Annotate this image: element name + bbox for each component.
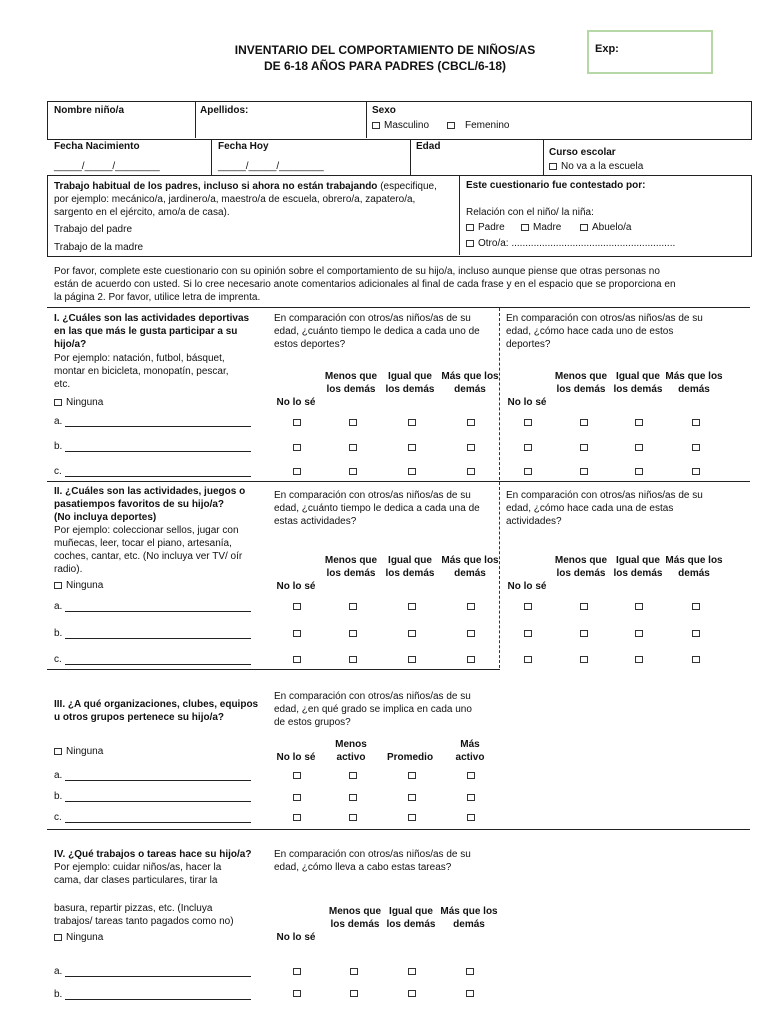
s2-example-l4: radio).: [54, 564, 83, 575]
s4-item-a: a.: [54, 966, 63, 977]
s1-item-b-line[interactable]: [65, 451, 251, 452]
masculino-option[interactable]: Masculino: [372, 119, 429, 132]
s4-item-b-line[interactable]: [65, 999, 251, 1000]
rating-checkbox[interactable]: [293, 968, 301, 975]
relacion-label: Relación con el niño/ la niña:: [466, 207, 594, 218]
rating-checkbox[interactable]: [293, 444, 301, 451]
rating-checkbox[interactable]: [467, 656, 475, 663]
s1-question-l2: en las que más le gusta participar a su: [54, 326, 238, 337]
s4-item-a-line[interactable]: [65, 976, 251, 977]
rating-checkbox[interactable]: [467, 630, 475, 637]
rating-checkbox[interactable]: [467, 772, 475, 779]
parents-intro-line3: sargento en el ejército, amo/a de casa).: [54, 207, 230, 218]
exp-label: Exp:: [595, 43, 619, 55]
s2-example-l2: muñecas, leer, tocar el piano, artesanía,: [54, 538, 232, 549]
fecha-hoy-field[interactable]: _____/_____/________: [218, 161, 324, 172]
s4-compare-l1: En comparación con otros/as niños/as de su: [274, 849, 471, 860]
rating-checkbox[interactable]: [692, 468, 700, 475]
curso-label: Curso escolar: [549, 147, 616, 158]
s1-question-l3: hijo/a?: [54, 339, 87, 350]
s3-compare-l2: edad, ¿en qué grado se implica en cada uno: [274, 704, 472, 715]
sexo-label: Sexo: [372, 105, 396, 116]
checkbox-icon: [54, 934, 62, 941]
s2-compare-b-l3: actividades?: [506, 516, 562, 527]
s1-example-l2: montar en bicicleta, monopatín, pescar,: [54, 366, 229, 377]
answered-by-label: Este cuestionario fue contestado por:: [466, 180, 646, 191]
rating-checkbox[interactable]: [349, 772, 357, 779]
rating-checkbox[interactable]: [467, 814, 475, 821]
checkbox-icon: [54, 399, 62, 406]
rating-checkbox[interactable]: [408, 968, 416, 975]
checkbox-icon: [54, 748, 62, 755]
nombre-label: Nombre niño/a: [54, 105, 125, 116]
rating-checkbox[interactable]: [293, 630, 301, 637]
rating-checkbox[interactable]: [524, 468, 532, 475]
form-title-line2: DE 6-18 AÑOS PARA PADRES (CBCL/6-18): [263, 59, 507, 73]
s1-item-a-line[interactable]: [65, 426, 251, 427]
s1-col-mas-a: Más que los demás: [441, 371, 499, 395]
fecha-nacimiento-field[interactable]: _____/_____/________: [54, 161, 160, 172]
s1-compare-b-l3: deportes?: [506, 339, 551, 350]
rating-checkbox[interactable]: [349, 794, 357, 801]
s1-col-nolose-a: No lo sé: [276, 397, 316, 408]
s1-compare-b-l1: En comparación con otros/as niños/as de su: [506, 313, 703, 324]
s2-question-l3: (No incluya deportes): [54, 512, 157, 523]
rating-checkbox[interactable]: [349, 419, 357, 426]
rating-checkbox[interactable]: [349, 603, 357, 610]
s1-col-nolose-b: No lo sé: [507, 397, 547, 408]
rating-checkbox[interactable]: [408, 656, 416, 663]
s2-col-menos-a: Menos que los demás: [324, 555, 378, 579]
rating-checkbox[interactable]: [349, 444, 357, 451]
instructions-line1: Por favor, complete este cuestionario con su opinión sobre el comportamiento de su hijo/a, incluso aunque piense que otras personas no: [54, 266, 660, 277]
s1-item-a: a.: [54, 416, 63, 427]
rating-checkbox[interactable]: [408, 419, 416, 426]
s2-col-mas-b: Más que los demás: [665, 555, 723, 579]
s3-item-c-line[interactable]: [65, 822, 251, 823]
s1-question: I. ¿Cuáles son las actividades deportivas: [54, 313, 250, 324]
rating-checkbox[interactable]: [293, 772, 301, 779]
fecha-nacimiento-label: Fecha Nacimiento: [54, 141, 140, 152]
rating-checkbox[interactable]: [692, 630, 700, 637]
s2-compare-a-l1: En comparación con otros/as niños/as de su: [274, 490, 471, 501]
padre-option[interactable]: Padre: [466, 221, 505, 234]
rating-checkbox[interactable]: [635, 630, 643, 637]
rating-checkbox[interactable]: [293, 990, 301, 997]
s1-example-l1: Por ejemplo: natación, futbol, básquet,: [54, 353, 225, 364]
s1-item-c: c.: [54, 466, 62, 477]
s2-item-a-line[interactable]: [65, 611, 251, 612]
rating-checkbox[interactable]: [635, 419, 643, 426]
s1-compare-a-l1: En comparación con otros/as niños/as de su: [274, 313, 471, 324]
rating-checkbox[interactable]: [408, 630, 416, 637]
checkbox-icon: [580, 224, 588, 231]
rating-checkbox[interactable]: [524, 630, 532, 637]
s1-example-l3: etc.: [54, 379, 71, 390]
rating-checkbox[interactable]: [408, 772, 416, 779]
rating-checkbox[interactable]: [467, 468, 475, 475]
s2-compare-a-l3: estas actividades?: [274, 516, 357, 527]
fecha-hoy-label: Fecha Hoy: [218, 141, 269, 152]
rating-checkbox[interactable]: [408, 444, 416, 451]
rating-checkbox[interactable]: [408, 603, 416, 610]
s2-compare-b-l2: edad, ¿cómo hace cada una de estas: [506, 503, 674, 514]
s2-col-menos-b: Menos que los demás: [554, 555, 608, 579]
s4-example-l3: basura, repartir pizzas, etc. (Incluya: [54, 903, 213, 914]
rating-checkbox[interactable]: [692, 603, 700, 610]
rating-checkbox[interactable]: [580, 444, 588, 451]
s3-item-a: a.: [54, 770, 63, 781]
s1-col-mas-b: Más que los demás: [665, 371, 723, 395]
s2-item-b-line[interactable]: [65, 638, 251, 639]
rating-checkbox[interactable]: [293, 794, 301, 801]
rating-checkbox[interactable]: [349, 630, 357, 637]
s3-item-c: c.: [54, 812, 62, 823]
rating-checkbox[interactable]: [580, 630, 588, 637]
rating-checkbox[interactable]: [580, 468, 588, 475]
s4-question: IV. ¿Qué trabajos o tareas hace su hijo/a?: [54, 849, 252, 860]
rating-checkbox[interactable]: [524, 444, 532, 451]
s1-item-c-line[interactable]: [65, 476, 251, 477]
s4-item-b: b.: [54, 989, 63, 1000]
rating-checkbox[interactable]: [524, 656, 532, 663]
madre-option[interactable]: Madre: [521, 221, 561, 234]
instructions-line3: la página 2. Por favor, utilice letra de imprenta.: [54, 292, 261, 303]
rating-checkbox[interactable]: [467, 419, 475, 426]
s1-col-menos-a: Menos que los demás: [324, 371, 378, 395]
s4-example-l2: cama, dar clases particulares, tirar la: [54, 875, 218, 886]
rating-checkbox[interactable]: [580, 656, 588, 663]
s2-example-l3: coches, cantar, etc. (No incluya ver TV/ oír: [54, 551, 243, 562]
form-title-line1: INVENTARIO DEL COMPORTAMIENTO DE NIÑOS/AS: [234, 43, 536, 57]
s3-compare-l1: En comparación con otros/as niños/as de su: [274, 691, 471, 702]
s2-example-l1: Por ejemplo: coleccionar sellos, jugar con: [54, 525, 239, 536]
parents-intro: Trabajo habitual de los padres, incluso si ahora no están trabajando (especifique,: [54, 181, 437, 192]
s4-col-igual: Igual que los demás: [386, 906, 436, 930]
s3-col-mas: Más activo: [455, 739, 485, 763]
rating-checkbox[interactable]: [635, 603, 643, 610]
femenino-option[interactable]: Femenino: [447, 119, 509, 132]
s4-col-menos: Menos que los demás: [328, 906, 382, 930]
s4-compare-l2: edad, ¿cómo lleva a cabo estas tareas?: [274, 862, 452, 873]
edad-label: Edad: [416, 141, 441, 152]
rating-checkbox[interactable]: [408, 468, 416, 475]
s2-compare-a-l2: edad, ¿cuánto tiempo le dedica a cada una de: [274, 503, 480, 514]
checkbox-icon: [372, 122, 380, 129]
rating-checkbox[interactable]: [408, 814, 416, 821]
rating-checkbox[interactable]: [466, 968, 474, 975]
rating-checkbox[interactable]: [467, 444, 475, 451]
rating-checkbox[interactable]: [349, 468, 357, 475]
s2-item-c-line[interactable]: [65, 664, 251, 665]
s2-question: II. ¿Cuáles son las actividades, juegos o: [54, 486, 246, 497]
checkbox-icon: [521, 224, 529, 231]
s1-item-b: b.: [54, 441, 63, 452]
rating-checkbox[interactable]: [580, 603, 588, 610]
s4-ninguna-option[interactable]: Ninguna: [54, 931, 103, 944]
instructions-line2: están de acuerdo con usted. Si lo cree necesario anote comentarios adicionales al final de cada frase y en el espacio que se proporciona en: [54, 279, 676, 290]
s2-col-igual-a: Igual que los demás: [385, 555, 435, 579]
rating-checkbox[interactable]: [293, 814, 301, 821]
rating-checkbox[interactable]: [349, 814, 357, 821]
rating-checkbox[interactable]: [350, 968, 358, 975]
rating-checkbox[interactable]: [635, 468, 643, 475]
checkbox-icon: [549, 163, 557, 170]
parents-intro-line2: por ejemplo: mecánico/a, jardinero/a, maestro/a de escuela, obrero/a, zapatero/a,: [54, 194, 416, 205]
s3-item-a-line[interactable]: [65, 780, 251, 781]
s3-ninguna-option[interactable]: Ninguna: [54, 745, 103, 758]
s1-ninguna-option[interactable]: Ninguna: [54, 396, 103, 409]
rating-checkbox[interactable]: [635, 444, 643, 451]
s1-compare-a-l3: estos deportes?: [274, 339, 346, 350]
rating-checkbox[interactable]: [692, 444, 700, 451]
rating-checkbox[interactable]: [524, 419, 532, 426]
s2-compare-b-l1: En comparación con otros/as niños/as de su: [506, 490, 703, 501]
checkbox-icon: [447, 122, 455, 129]
s2-col-nolose-a: No lo sé: [276, 581, 316, 592]
rating-checkbox[interactable]: [692, 419, 700, 426]
checkbox-icon: [54, 582, 62, 589]
exp-field[interactable]: [587, 30, 713, 74]
s2-item-a: a.: [54, 601, 63, 612]
otro-option[interactable]: Otro/a: ...........................................................: [466, 237, 675, 250]
s4-col-nolose: No lo sé: [276, 932, 316, 943]
s4-example-l1: Por ejemplo: cuidar niños/as, hacer la: [54, 862, 222, 873]
s2-item-c: c.: [54, 654, 62, 665]
s3-compare-l3: de estos grupos?: [274, 717, 351, 728]
rating-checkbox[interactable]: [467, 603, 475, 610]
rating-checkbox[interactable]: [408, 794, 416, 801]
s1-compare-a-l2: edad, ¿cuánto tiempo le dedica a cada uno de: [274, 326, 480, 337]
rating-checkbox[interactable]: [293, 419, 301, 426]
rating-checkbox[interactable]: [580, 419, 588, 426]
s1-col-menos-b: Menos que los demás: [554, 371, 608, 395]
rating-checkbox[interactable]: [466, 990, 474, 997]
s1-col-igual-b: Igual que los demás: [613, 371, 663, 395]
rating-checkbox[interactable]: [350, 990, 358, 997]
s2-col-igual-b: Igual que los demás: [613, 555, 663, 579]
s1-col-igual-a: Igual que los demás: [385, 371, 435, 395]
s3-question: III. ¿A qué organizaciones, clubes, equipos: [54, 699, 259, 710]
rating-checkbox[interactable]: [293, 603, 301, 610]
rating-checkbox[interactable]: [635, 656, 643, 663]
s4-col-mas: Más que los demás: [440, 906, 498, 930]
s2-ninguna-option[interactable]: Ninguna: [54, 579, 103, 592]
s3-col-promedio: Promedio: [386, 752, 434, 763]
madre-job-label: Trabajo de la madre: [54, 242, 144, 253]
s2-question-l2: pasatiempos favoritos de su hijo/a?: [54, 499, 225, 510]
rating-checkbox[interactable]: [349, 656, 357, 663]
checkbox-icon: [466, 224, 474, 231]
rating-checkbox[interactable]: [408, 990, 416, 997]
apellidos-label: Apellidos:: [200, 105, 249, 116]
s3-question-l2: u otros grupos pertenece su hijo/a?: [54, 712, 225, 723]
rating-checkbox[interactable]: [467, 794, 475, 801]
padre-job-label: Trabajo del padre: [54, 224, 133, 235]
s3-item-b-line[interactable]: [65, 801, 251, 802]
rating-checkbox[interactable]: [524, 603, 532, 610]
rating-checkbox[interactable]: [293, 468, 301, 475]
s1-compare-b-l2: edad, ¿cómo hace cada uno de estos: [506, 326, 674, 337]
s3-col-nolose: No lo sé: [276, 752, 316, 763]
checkbox-icon: [466, 240, 474, 247]
s2-col-nolose-b: No lo sé: [507, 581, 547, 592]
rating-checkbox[interactable]: [293, 656, 301, 663]
s3-item-b: b.: [54, 791, 63, 802]
abuelo-option[interactable]: Abuelo/a: [580, 221, 631, 234]
s4-example-l4: trabajos/ tareas tanto pagados como no): [54, 916, 234, 927]
no-escuela-option[interactable]: No va a la escuela: [549, 160, 643, 173]
s2-item-b: b.: [54, 628, 63, 639]
rating-checkbox[interactable]: [692, 656, 700, 663]
s3-col-menos: Menos activo: [335, 739, 367, 763]
s2-col-mas-a: Más que los demás: [441, 555, 499, 579]
